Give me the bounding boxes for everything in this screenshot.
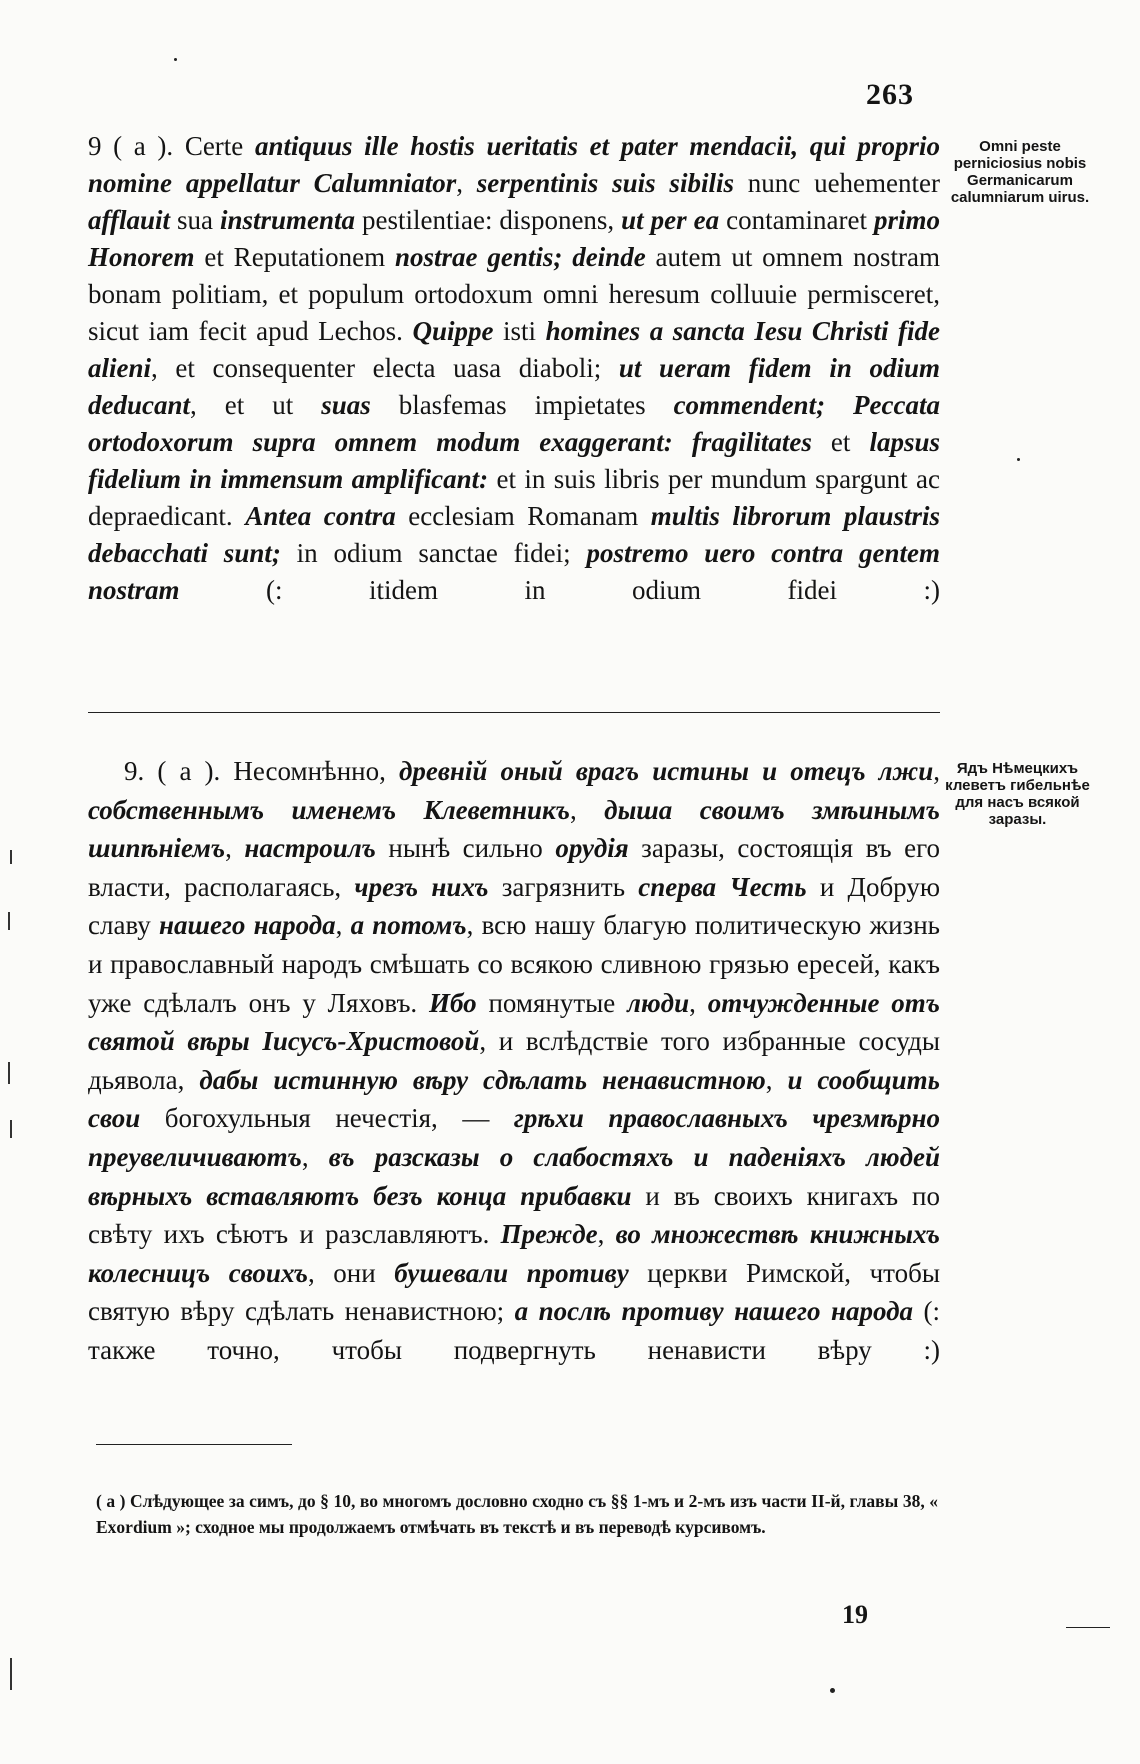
- latin-paragraph-rendered: 9 ( a ). Certe antiquus ille hostis ueritatis et pater mendacii, qui proprio nomine appellatur Calumniator, serpentinis suis sibilis nunc uehementer afflauit sua instrumenta pestilentiae: disponens, ut per ea contaminaret primo Honorem et Reputationem nostrae gentis; deinde autem ut omnem nostram bonam politiam, et populum ortodoxum omni heresum colluuie permisceret, sicut iam fecit apud Lechos. Quippe isti homines a sancta Iesu Christi fide alieni, et consequenter electa uasa diaboli; ut ueram fidem in odium deducant, et ut suas blasfemas impietates commendent; Peccata ortodoxorum supra omnem modum exaggerant: fragilitates et lapsus fidelium in immensum amplificant: et in suis libris per mundum spargunt ac depraedicant. Antea contra ecclesiam Romanam multis librorum plaustris debacchati sunt; in odium sanctae fidei; postremo uero contra gentem nostram (: itidem in odium fidei :): [88, 131, 941, 605]
- footnote: ( a ) Слѣдующее за симъ, до § 10, во многомъ дословно сходно съ §§ 1-мъ и 2-мъ изъ части II-й, главы 38, « Exordium »; сходное мы продолжаемъ отмѣчать въ текстѣ и въ переводѣ курсивомъ.: [96, 1491, 938, 1537]
- scan-mark-dot: [174, 58, 177, 61]
- scan-mark-tick: [10, 1658, 12, 1690]
- section-divider: [88, 712, 940, 713]
- russian-paragraph: [88, 752, 940, 1370]
- page-number: 263: [866, 78, 914, 111]
- scan-mark-tick: [8, 912, 10, 930]
- latin-margin-note: Omni peste perniciosius nobis Germanicarum calumniarum uirus.: [950, 138, 1090, 206]
- scan-mark-dot: [1017, 458, 1020, 461]
- scan-mark-tick: [8, 1062, 10, 1084]
- footnote-divider: [96, 1444, 292, 1445]
- printer-signature: 19: [842, 1600, 868, 1629]
- russian-margin-note: Ядъ Нѣмецкихъ клеветъ гибельнѣе для насъ всякой заразы.: [945, 760, 1090, 828]
- latin-paragraph: [88, 128, 940, 609]
- russian-paragraph-rendered: 9. ( a ). Несомнѣнно, древній оный врагъ истины и отецъ лжи, собственнымъ именемъ Клеветникъ, дыша своимъ змѣинымъ шипѣніемъ, настроилъ нынѣ сильно орудія заразы, состоящія въ его власти, располагаясь, чрезъ нихъ загрязнить сперва Честь и Добрую славу нашего народа, а потомъ, всю нашу благую политическую жизнь и православный народъ смѣшать со всякою сливною грязью ересей, какъ уже сдѣлалъ онъ у Ляховъ. Ибо помянутые люди, отчужденные отъ святой вѣры Іисусъ-Христовой, и вслѣдствіе того избранные сосуды дьявола, дабы истинную вѣру сдѣлать ненавистною, и сообщить свои богохульныя нечестія, — грѣхи православныхъ чрезмѣрно преувеличиваютъ, въ разсказы о слабостяхъ и паденіяхъ людей вѣрныхъ вставляютъ безъ конца прибавки и въ своихъ книгахъ по свѣту ихъ сѣютъ и разславляютъ. Прежде, во множествѣ книжныхъ колесницъ своихъ, они бушевали противу церкви Римской, чтобы святую вѣру сдѣлать ненавистною; а послѣ противу нашего народа (: также точно, чтобы подвергнуть ненависти вѣру :): [88, 756, 941, 1365]
- scan-mark-dot: [830, 1688, 835, 1693]
- scan-mark-tick: [10, 850, 12, 864]
- scan-mark-dash: [1066, 1627, 1110, 1628]
- scan-mark-tick: [10, 1120, 12, 1138]
